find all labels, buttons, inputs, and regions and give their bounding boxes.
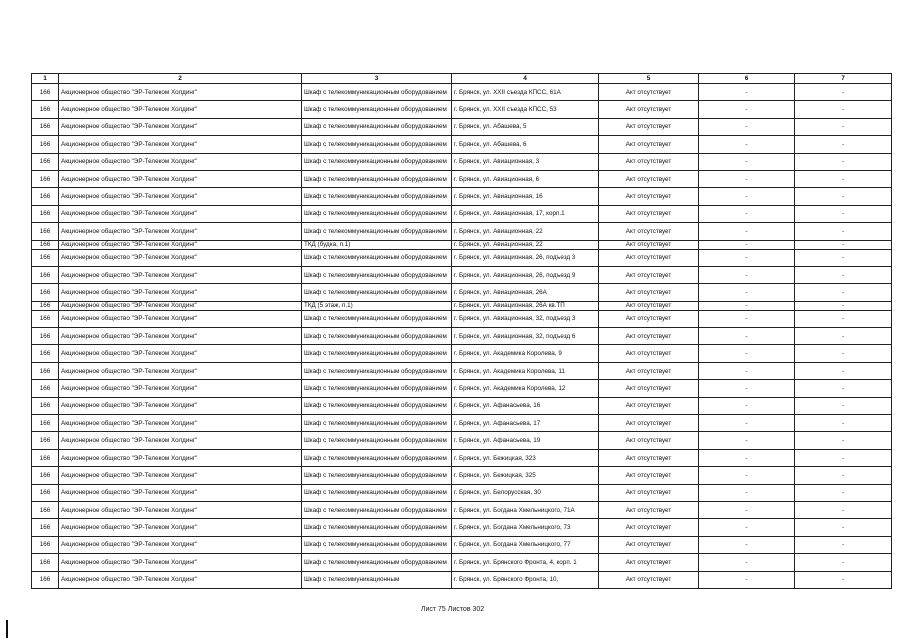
address-cell: г. Брянск, ул. Бежицкая, 325 (452, 467, 599, 484)
col6-value-cell: - (699, 136, 795, 153)
table-row (32, 380, 892, 397)
row-number-cell: 166 (32, 432, 59, 449)
organization-cell: Акционерное общество "ЭР-Телеком Холдинг" (59, 249, 302, 266)
address-cell: г. Брянск, ул. XXII съезда КПСС, 53 (452, 101, 599, 118)
address-cell: г. Брянск, ул. Белорусская, 30 (452, 484, 599, 501)
table-row (32, 484, 892, 501)
col7-value-cell: - (795, 118, 892, 135)
object-type-cell: Шкаф с телекоммуникационным оборудованием (302, 554, 452, 571)
col7-value-cell: - (795, 205, 892, 222)
object-type-cell: Шкаф с телекоммуникационным оборудованием (302, 415, 452, 432)
col6-value-cell: - (699, 362, 795, 379)
object-type-cell: Шкаф с телекоммуникационным оборудованием (302, 205, 452, 222)
col6-value-cell: - (699, 240, 795, 249)
col7-value-cell: - (795, 170, 892, 187)
col7-value-cell: - (795, 536, 892, 553)
col6-value-cell: - (699, 345, 795, 362)
row-number-cell: 166 (32, 467, 59, 484)
act-status-cell: Акт отсутствует (599, 380, 699, 397)
table-row (32, 432, 892, 449)
col6-value-cell: - (699, 380, 795, 397)
organization-cell: Акционерное общество "ЭР-Телеком Холдинг" (59, 240, 302, 249)
act-status-cell: Акт отсутствует (599, 310, 699, 327)
act-status-cell: Акт отсутствует (599, 415, 699, 432)
col7-value-cell: - (795, 571, 892, 588)
act-status-cell: Акт отсутствует (599, 301, 699, 310)
col6-value-cell: - (699, 432, 795, 449)
act-status-cell: Акт отсутствует (599, 153, 699, 170)
registry-table (31, 73, 892, 589)
col7-value-cell: - (795, 415, 892, 432)
table-row (32, 345, 892, 362)
table-row (32, 310, 892, 327)
address-cell: г. Брянск, ул. Абашева, 6 (452, 136, 599, 153)
organization-cell: Акционерное общество "ЭР-Телеком Холдинг" (59, 362, 302, 379)
organization-cell: Акционерное общество "ЭР-Телеком Холдинг" (59, 380, 302, 397)
object-type-cell: Шкаф с телекоммуникационным оборудованием (302, 449, 452, 466)
col7-value-cell: - (795, 101, 892, 118)
object-type-cell: ТКД (5 этаж, п.1) (302, 301, 452, 310)
address-cell: г. Брянск, ул. Авиационная, 16 (452, 188, 599, 205)
row-number-cell: 166 (32, 328, 59, 345)
row-number-cell: 166 (32, 536, 59, 553)
object-type-cell: Шкаф с телекоммуникационным оборудованием (302, 249, 452, 266)
col6-value-cell: - (699, 519, 795, 536)
act-status-cell: Акт отсутствует (599, 345, 699, 362)
object-type-cell: Шкаф с телекоммуникационным оборудованием (302, 328, 452, 345)
act-status-cell: Акт отсутствует (599, 328, 699, 345)
organization-cell: Акционерное общество "ЭР-Телеком Холдинг" (59, 519, 302, 536)
act-status-cell: Акт отсутствует (599, 397, 699, 414)
table-row (32, 284, 892, 301)
organization-cell: Акционерное общество "ЭР-Телеком Холдинг" (59, 301, 302, 310)
col7-value-cell: - (795, 249, 892, 266)
table-row (32, 170, 892, 187)
organization-cell: Акционерное общество "ЭР-Телеком Холдинг" (59, 118, 302, 135)
row-number-cell: 166 (32, 205, 59, 222)
act-status-cell: Акт отсутствует (599, 205, 699, 222)
address-cell: г. Брянск, ул. Авиационная, 6 (452, 170, 599, 187)
organization-cell: Акционерное общество "ЭР-Телеком Холдинг" (59, 554, 302, 571)
organization-cell: Акционерное общество "ЭР-Телеком Холдинг" (59, 328, 302, 345)
object-type-cell: Шкаф с телекоммуникационным оборудованием (302, 284, 452, 301)
object-type-cell: Шкаф с телекоммуникационным оборудованием (302, 397, 452, 414)
organization-cell: Акционерное общество "ЭР-Телеком Холдинг" (59, 205, 302, 222)
column-header-2: 2 (59, 74, 302, 84)
page-footer: Лист 75 Листов 302 (420, 606, 485, 613)
column-header-1: 1 (32, 74, 59, 84)
col7-value-cell: - (795, 328, 892, 345)
col7-value-cell: - (795, 380, 892, 397)
row-number-cell: 166 (32, 449, 59, 466)
column-header-3: 3 (302, 74, 452, 84)
col7-value-cell: - (795, 266, 892, 283)
table-row (32, 397, 892, 414)
col6-value-cell: - (699, 571, 795, 588)
act-status-cell: Акт отсутствует (599, 449, 699, 466)
act-status-cell: Акт отсутствует (599, 362, 699, 379)
col7-value-cell: - (795, 240, 892, 249)
col7-value-cell: - (795, 519, 892, 536)
row-number-cell: 166 (32, 136, 59, 153)
col6-value-cell: - (699, 301, 795, 310)
organization-cell: Акционерное общество "ЭР-Телеком Холдинг" (59, 501, 302, 518)
table-row (32, 249, 892, 266)
col6-value-cell: - (699, 118, 795, 135)
table-row (32, 223, 892, 240)
row-number-cell: 166 (32, 266, 59, 283)
address-cell: г. Брянск, ул. Академика Королева, 11 (452, 362, 599, 379)
address-cell: г. Брянск, ул. Авиационная, 32, подъезд 6 (452, 328, 599, 345)
address-cell: г. Брянск, ул. Авиационная, 32, подъезд 3 (452, 310, 599, 327)
col7-value-cell: - (795, 397, 892, 414)
object-type-cell: Шкаф с телекоммуникационным оборудованием (302, 223, 452, 240)
address-cell: г. Брянск, ул. Авиационная, 3 (452, 153, 599, 170)
address-cell: г. Брянск, ул. Афанасьева, 16 (452, 397, 599, 414)
object-type-cell: Шкаф с телекоммуникационным (302, 571, 452, 588)
table-row (32, 205, 892, 222)
act-status-cell: Акт отсутствует (599, 240, 699, 249)
table-row (32, 240, 892, 249)
organization-cell: Акционерное общество "ЭР-Телеком Холдинг" (59, 310, 302, 327)
col7-value-cell: - (795, 84, 892, 101)
act-status-cell: Акт отсутствует (599, 432, 699, 449)
table-body (32, 84, 892, 589)
row-number-cell: 166 (32, 484, 59, 501)
act-status-cell: Акт отсутствует (599, 84, 699, 101)
table-row (32, 467, 892, 484)
table-row (32, 118, 892, 135)
act-status-cell: Акт отсутствует (599, 188, 699, 205)
col6-value-cell: - (699, 310, 795, 327)
object-type-cell: Шкаф с телекоммуникационным оборудованием (302, 345, 452, 362)
organization-cell: Акционерное общество "ЭР-Телеком Холдинг" (59, 266, 302, 283)
row-number-cell: 166 (32, 101, 59, 118)
table-row (32, 101, 892, 118)
col6-value-cell: - (699, 536, 795, 553)
row-number-cell: 166 (32, 84, 59, 101)
column-header-5: 5 (599, 74, 699, 84)
object-type-cell: ТКД (будка, п.1) (302, 240, 452, 249)
col6-value-cell: - (699, 205, 795, 222)
organization-cell: Акционерное общество "ЭР-Телеком Холдинг" (59, 432, 302, 449)
row-number-cell: 166 (32, 501, 59, 518)
address-cell: г. Брянск, ул. Авиационная, 26А кв.ТП (452, 301, 599, 310)
address-cell: г. Брянск, ул. Абашева, 5 (452, 118, 599, 135)
col7-value-cell: - (795, 449, 892, 466)
object-type-cell: Шкаф с телекоммуникационным оборудованием (302, 467, 452, 484)
col6-value-cell: - (699, 153, 795, 170)
act-status-cell: Акт отсутствует (599, 170, 699, 187)
object-type-cell: Шкаф с телекоммуникационным оборудованием (302, 519, 452, 536)
row-number-cell: 166 (32, 223, 59, 240)
address-cell: г. Брянск, ул. Афанасьева, 17 (452, 415, 599, 432)
row-number-cell: 166 (32, 188, 59, 205)
organization-cell: Акционерное общество "ЭР-Телеком Холдинг" (59, 188, 302, 205)
table-row (32, 362, 892, 379)
object-type-cell: Шкаф с телекоммуникационным оборудованием (302, 136, 452, 153)
col7-value-cell: - (795, 432, 892, 449)
object-type-cell: Шкаф с телекоммуникационным оборудованием (302, 266, 452, 283)
col7-value-cell: - (795, 467, 892, 484)
col7-value-cell: - (795, 223, 892, 240)
act-status-cell: Акт отсутствует (599, 501, 699, 518)
row-number-cell: 166 (32, 397, 59, 414)
object-type-cell: Шкаф с телекоммуникационным оборудованием (302, 362, 452, 379)
act-status-cell: Акт отсутствует (599, 266, 699, 283)
address-cell: г. Брянск, ул. Бежицкая, 323 (452, 449, 599, 466)
address-cell: г. Брянск, ул. Брянского Фронта, 4, корп. 1 (452, 554, 599, 571)
act-status-cell: Акт отсутствует (599, 484, 699, 501)
act-status-cell: Акт отсутствует (599, 223, 699, 240)
row-number-cell: 166 (32, 240, 59, 249)
act-status-cell: Акт отсутствует (599, 519, 699, 536)
col6-value-cell: - (699, 84, 795, 101)
table-row (32, 136, 892, 153)
table-row (32, 571, 892, 588)
table-row (32, 519, 892, 536)
col6-value-cell: - (699, 249, 795, 266)
address-cell: г. Брянск, ул. Богдана Хмельницкого, 77 (452, 536, 599, 553)
row-number-cell: 166 (32, 153, 59, 170)
act-status-cell: Акт отсутствует (599, 136, 699, 153)
address-cell: г. Брянск, ул. Богдана Хмельницкого, 73 (452, 519, 599, 536)
column-header-4: 4 (452, 74, 599, 84)
col7-value-cell: - (795, 484, 892, 501)
address-cell: г. Брянск, ул. Академика Королева, 12 (452, 380, 599, 397)
col7-value-cell: - (795, 153, 892, 170)
act-status-cell: Акт отсутствует (599, 118, 699, 135)
object-type-cell: Шкаф с телекоммуникационным оборудованием (302, 536, 452, 553)
organization-cell: Акционерное общество "ЭР-Телеком Холдинг" (59, 84, 302, 101)
address-cell: г. Брянск, ул. Авиационная, 26, подъезд 9 (452, 266, 599, 283)
col7-value-cell: - (795, 345, 892, 362)
row-number-cell: 166 (32, 284, 59, 301)
col7-value-cell: - (795, 188, 892, 205)
col6-value-cell: - (699, 449, 795, 466)
row-number-cell: 166 (32, 118, 59, 135)
row-number-cell: 166 (32, 249, 59, 266)
organization-cell: Акционерное общество "ЭР-Телеком Холдинг" (59, 136, 302, 153)
object-type-cell: Шкаф с телекоммуникационным оборудованием (302, 310, 452, 327)
organization-cell: Акционерное общество "ЭР-Телеком Холдинг" (59, 536, 302, 553)
col6-value-cell: - (699, 266, 795, 283)
organization-cell: Акционерное общество "ЭР-Телеком Холдинг" (59, 449, 302, 466)
row-number-cell: 166 (32, 554, 59, 571)
organization-cell: Акционерное общество "ЭР-Телеком Холдинг" (59, 101, 302, 118)
row-number-cell: 166 (32, 362, 59, 379)
organization-cell: Акционерное общество "ЭР-Телеком Холдинг" (59, 345, 302, 362)
organization-cell: Акционерное общество "ЭР-Телеком Холдинг" (59, 223, 302, 240)
address-cell: г. Брянск, ул. Брянского Фронта, 10, (452, 571, 599, 588)
object-type-cell: Шкаф с телекоммуникационным оборудованием (302, 153, 452, 170)
act-status-cell: Акт отсутствует (599, 536, 699, 553)
organization-cell: Акционерное общество "ЭР-Телеком Холдинг" (59, 467, 302, 484)
table-row (32, 536, 892, 553)
table-row (32, 188, 892, 205)
table-row (32, 501, 892, 518)
act-status-cell: Акт отсутствует (599, 554, 699, 571)
act-status-cell: Акт отсутствует (599, 571, 699, 588)
row-number-cell: 166 (32, 345, 59, 362)
col7-value-cell: - (795, 301, 892, 310)
row-number-cell: 166 (32, 380, 59, 397)
col6-value-cell: - (699, 415, 795, 432)
table-row (32, 84, 892, 101)
col6-value-cell: - (699, 284, 795, 301)
address-cell: г. Брянск, ул. Богдана Хмельницкого, 71А (452, 501, 599, 518)
address-cell: г. Брянск, ул. Афанасьева, 19 (452, 432, 599, 449)
organization-cell: Акционерное общество "ЭР-Телеком Холдинг" (59, 284, 302, 301)
address-cell: г. Брянск, ул. Авиационная, 17, корп.1 (452, 205, 599, 222)
col6-value-cell: - (699, 397, 795, 414)
object-type-cell: Шкаф с телекоммуникационным оборудованием (302, 188, 452, 205)
table-row (32, 266, 892, 283)
col7-value-cell: - (795, 501, 892, 518)
address-cell: г. Брянск, ул. Авиационная, 22 (452, 223, 599, 240)
scan-edge-mark (6, 620, 8, 638)
row-number-cell: 166 (32, 310, 59, 327)
table-row (32, 301, 892, 310)
col6-value-cell: - (699, 101, 795, 118)
organization-cell: Акционерное общество "ЭР-Телеком Холдинг" (59, 153, 302, 170)
organization-cell: Акционерное общество "ЭР-Телеком Холдинг" (59, 397, 302, 414)
object-type-cell: Шкаф с телекоммуникационным оборудованием (302, 432, 452, 449)
act-status-cell: Акт отсутствует (599, 249, 699, 266)
table-row (32, 415, 892, 432)
object-type-cell: Шкаф с телекоммуникационным оборудованием (302, 101, 452, 118)
col7-value-cell: - (795, 310, 892, 327)
address-cell: г. Брянск, ул. Академика Королева, 9 (452, 345, 599, 362)
col6-value-cell: - (699, 501, 795, 518)
organization-cell: Акционерное общество "ЭР-Телеком Холдинг" (59, 571, 302, 588)
table-row (32, 449, 892, 466)
row-number-cell: 166 (32, 519, 59, 536)
act-status-cell: Акт отсутствует (599, 101, 699, 118)
col7-value-cell: - (795, 362, 892, 379)
col7-value-cell: - (795, 284, 892, 301)
header-row (32, 74, 892, 84)
col7-value-cell: - (795, 554, 892, 571)
object-type-cell: Шкаф с телекоммуникационным оборудованием (302, 118, 452, 135)
object-type-cell: Шкаф с телекоммуникационным оборудованием (302, 84, 452, 101)
address-cell: г. Брянск, ул. Авиационная, 26А (452, 284, 599, 301)
object-type-cell: Шкаф с телекоммуникационным оборудованием (302, 380, 452, 397)
address-cell: г. Брянск, ул. XXII съезда КПСС, 61А (452, 84, 599, 101)
col6-value-cell: - (699, 484, 795, 501)
object-type-cell: Шкаф с телекоммуникационным оборудованием (302, 484, 452, 501)
object-type-cell: Шкаф с телекоммуникационным оборудованием (302, 501, 452, 518)
column-header-6: 6 (699, 74, 795, 84)
col6-value-cell: - (699, 554, 795, 571)
col7-value-cell: - (795, 136, 892, 153)
row-number-cell: 166 (32, 301, 59, 310)
address-cell: г. Брянск, ул. Авиационная, 22 (452, 240, 599, 249)
organization-cell: Акционерное общество "ЭР-Телеком Холдинг" (59, 415, 302, 432)
column-header-7: 7 (795, 74, 892, 84)
col6-value-cell: - (699, 188, 795, 205)
col6-value-cell: - (699, 328, 795, 345)
col6-value-cell: - (699, 170, 795, 187)
table-row (32, 153, 892, 170)
col6-value-cell: - (699, 467, 795, 484)
row-number-cell: 166 (32, 170, 59, 187)
organization-cell: Акционерное общество "ЭР-Телеком Холдинг" (59, 484, 302, 501)
table-row (32, 554, 892, 571)
act-status-cell: Акт отсутствует (599, 467, 699, 484)
act-status-cell: Акт отсутствует (599, 284, 699, 301)
object-type-cell: Шкаф с телекоммуникационным оборудованием (302, 170, 452, 187)
address-cell: г. Брянск, ул. Авиационная, 26, подъезд 3 (452, 249, 599, 266)
row-number-cell: 166 (32, 571, 59, 588)
organization-cell: Акционерное общество "ЭР-Телеком Холдинг" (59, 170, 302, 187)
row-number-cell: 166 (32, 415, 59, 432)
table-row (32, 328, 892, 345)
col6-value-cell: - (699, 223, 795, 240)
